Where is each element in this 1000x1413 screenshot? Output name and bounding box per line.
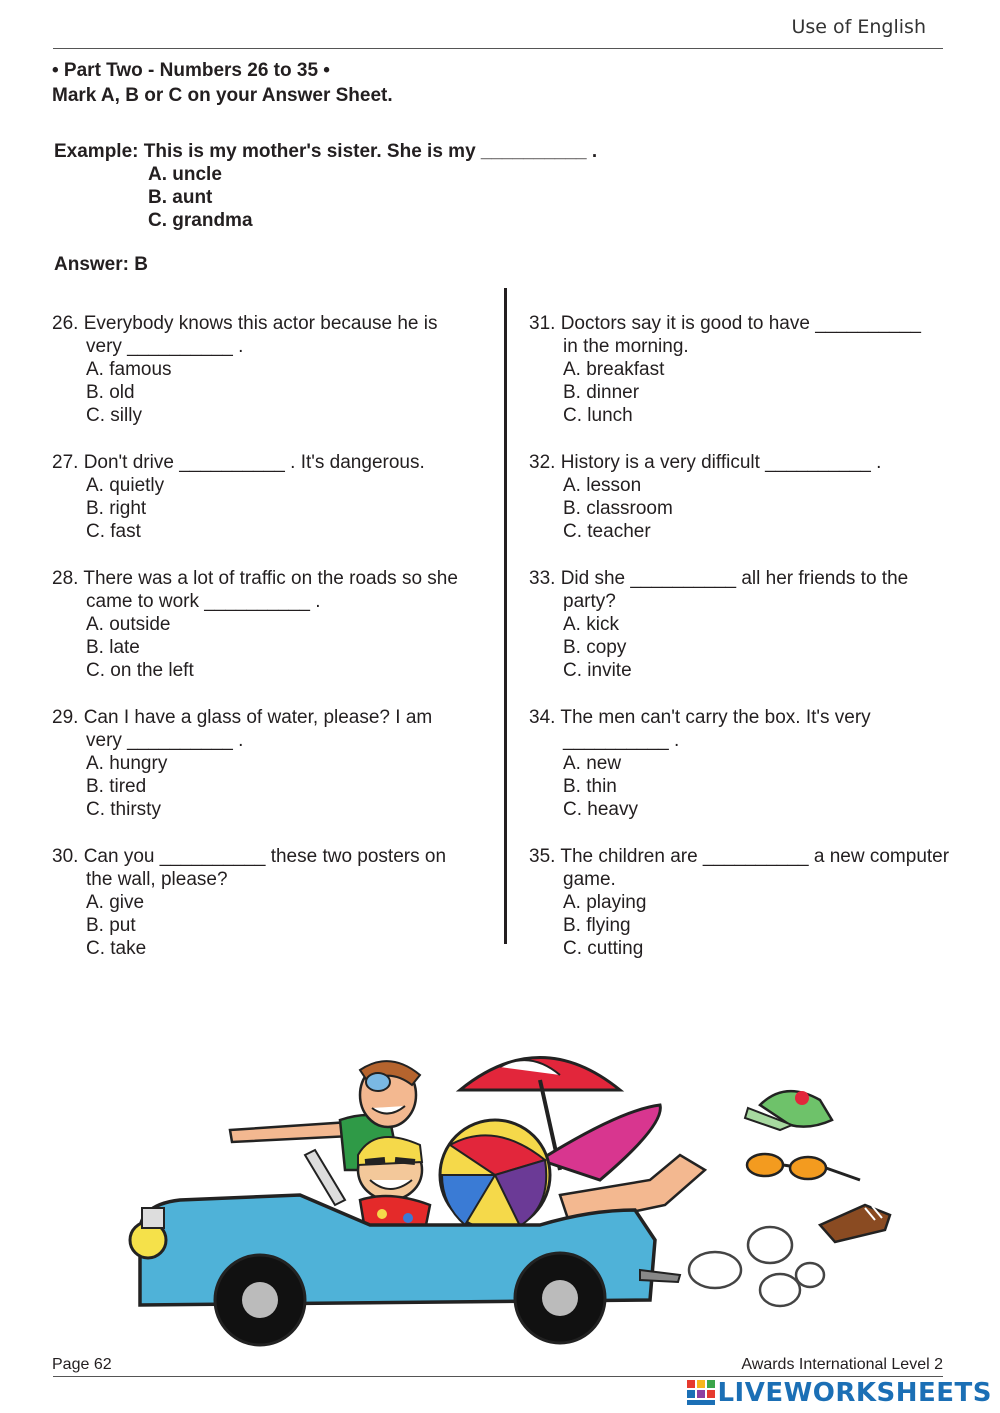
answer-option[interactable]: C. thirsty (86, 799, 161, 820)
question-text-cont: very __________ . (86, 336, 244, 357)
example-option: B. aunt (148, 187, 213, 208)
mark-instruction: Mark A, B or C on your Answer Sheet. (52, 85, 393, 106)
question-text-cont: game. (563, 869, 616, 890)
answer-option[interactable]: B. thin (563, 776, 617, 797)
example-option: C. grandma (148, 210, 253, 231)
question-text: The children are __________ a new computer (560, 846, 950, 867)
answer-option[interactable]: C. cutting (563, 938, 644, 959)
answer-option[interactable]: A. new (563, 753, 622, 774)
answer-option[interactable]: A. outside (86, 614, 171, 635)
answer-option[interactable]: B. copy (563, 637, 627, 658)
question-text: Can you __________ these two posters on (83, 846, 447, 867)
answer-option[interactable]: B. tired (86, 776, 147, 797)
question-text: History is a very difficult __________ . (560, 452, 882, 473)
question-text: Did she __________ all her friends to the (560, 568, 909, 589)
footer-rule (53, 1376, 943, 1377)
liveworksheets-brand[interactable] (687, 1378, 992, 1408)
question-text-cont: party? (563, 591, 616, 612)
answer-option[interactable]: C. heavy (563, 799, 638, 820)
question-text-cont: came to work __________ . (86, 591, 321, 612)
header-title: Use of English (791, 16, 926, 38)
question-text-cont: very __________ . (86, 730, 244, 751)
question-text: Can I have a glass of water, please? I am (83, 707, 433, 728)
answer-option[interactable]: C. invite (563, 660, 632, 681)
question-32: 32. History is a very difficult __________ . A. lesson B. classroom C. teacher (529, 452, 882, 542)
example-answer: Answer: B (54, 254, 148, 275)
example-block (54, 140, 597, 232)
question-28: 28. There was a lot of traffic on the roads so she came to work __________ . A. outside B. late C. on the left (52, 568, 458, 681)
passenger-figure (358, 1137, 430, 1230)
beach-ball-icon (440, 1120, 550, 1230)
column-divider (504, 288, 507, 944)
question-27: 27. Don't drive __________ . It's dangerous. A. quietly B. right C. fast (52, 452, 425, 542)
answer-option[interactable]: C. take (86, 938, 147, 959)
answer-option[interactable]: A. kick (563, 614, 619, 635)
exhaust-smoke-icon (689, 1227, 824, 1306)
answer-option[interactable]: A. famous (86, 359, 172, 380)
shoe-icon (820, 1205, 890, 1242)
footer-level: Awards International Level 2 (741, 1356, 943, 1373)
question-text: The men can't carry the box. It's very (560, 707, 871, 728)
answer-option[interactable]: C. on the left (86, 660, 194, 681)
question-33: 33. Did she __________ all her friends to the party? A. kick B. copy C. invite (529, 568, 909, 681)
cap-icon (745, 1091, 832, 1130)
page-number: Page 62 (52, 1356, 112, 1373)
question-26: 26. Everybody knows this actor because he is very __________ . A. famous B. old C. silly (52, 313, 438, 426)
question-35: 35. The children are __________ a new computer game. A. playing B. flying C. cutting (529, 846, 950, 959)
question-29: 29. Can I have a glass of water, please? I am very __________ . A. hungry B. tired C. thirsty (52, 707, 433, 820)
question-text-cont: in the morning. (563, 336, 689, 357)
question-30: 30. Can you __________ these two posters on the wall, please? A. give B. put C. take (52, 846, 447, 959)
answer-option[interactable]: C. fast (86, 521, 141, 542)
liveworksheets-logo-icon (687, 1380, 717, 1406)
question-text: There was a lot of traffic on the roads so she (83, 568, 458, 589)
answer-option[interactable]: A. breakfast (563, 359, 665, 380)
question-31: 31. Doctors say it is good to have __________ in the morning. A. breakfast B. dinner C. lunch (529, 313, 921, 426)
answer-option[interactable]: B. put (86, 915, 136, 936)
answer-option[interactable]: A. quietly (86, 475, 165, 496)
answer-option[interactable]: B. late (86, 637, 140, 658)
question-text-cont: __________ . (563, 730, 680, 751)
sunglasses-icon (747, 1154, 860, 1180)
header-rule (53, 48, 943, 49)
example-stem: Example: This is my mother's sister. She is my __________ . (54, 141, 598, 162)
question-text-cont: the wall, please? (86, 869, 228, 890)
car-illustration (120, 1030, 920, 1350)
answer-option[interactable]: A. playing (563, 892, 647, 913)
answer-option[interactable]: B. old (86, 382, 135, 403)
answer-option[interactable]: C. silly (86, 405, 142, 426)
answer-option[interactable]: B. dinner (563, 382, 640, 403)
brand-name: LIVEWORKSHEETS (717, 1378, 992, 1408)
answer-option[interactable]: C. teacher (563, 521, 651, 542)
question-text: Don't drive __________ . It's dangerous. (83, 452, 425, 473)
example-option: A. uncle (148, 164, 222, 185)
answer-option[interactable]: A. lesson (563, 475, 642, 496)
answer-option[interactable]: B. right (86, 498, 147, 519)
answer-option[interactable]: B. flying (563, 915, 631, 936)
question-text: Everybody knows this actor because he is (83, 313, 438, 334)
answer-option[interactable]: A. hungry (86, 753, 168, 774)
question-text: Doctors say it is good to have __________ (560, 313, 921, 334)
answer-option[interactable]: B. classroom (563, 498, 673, 519)
answer-option[interactable]: C. lunch (563, 405, 633, 426)
question-34: 34. The men can't carry the box. It's very __________ . A. new B. thin C. heavy (529, 707, 871, 820)
instructions (52, 58, 393, 108)
answer-option[interactable]: A. give (86, 892, 145, 913)
part-heading: • Part Two - Numbers 26 to 35 • (52, 60, 330, 81)
